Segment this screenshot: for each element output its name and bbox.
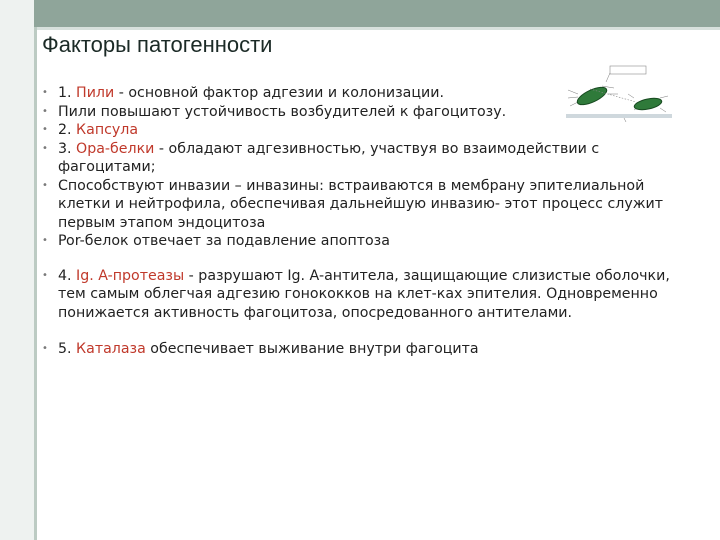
left-decor-line [34,27,37,540]
header-bar-edge [0,27,720,30]
bullet-item: • Por-белок отвечает за подавление апоптоза [42,232,682,251]
bullet-item: • 4. Ig. A-протеазы - разрушают Ig. A-антитела, защищающие слизистые оболочки, тем самым облегчая адгезию гонококков на клет-ках эпителия. Одновременно понижается активность фагоцитоза, опосредованного антителами. [42,267,682,323]
left-decor-strip [0,0,34,540]
surface-line [566,114,672,118]
bullet-list [42,84,682,359]
bullet-item: • 3. Ора-белки - обладают адгезивностью, участвуя во взаимодействии с фагоцитами; [42,140,682,177]
bacterium-icon [633,96,662,112]
bullet-item: • 5. Каталаза обеспечивает выживание внутри фагоцита [42,340,682,359]
bullet-item: • Способствуют инвазии – инвазины: встраиваются в мембрану эпителиальной клетки и нейтрофила, обеспечивая дальнейшую инвазию- этот процесс служит первым этапом эндоцитоза [42,177,682,233]
slide-title: Факторы патогенности [42,32,273,57]
diagram-label-box [610,66,646,74]
bacteria-svg [564,64,674,124]
bacterium-icon [575,84,609,108]
bullet-item: • Пили повышают устойчивость возбудителей к фагоцитозу. [42,103,682,122]
bullet-item: • 2. Капсула [42,121,682,140]
header-bar [0,0,720,27]
bullet-item: • 1. Пили - основной фактор адгезии и колонизации. [42,84,682,103]
bacteria-illustration [564,64,674,124]
